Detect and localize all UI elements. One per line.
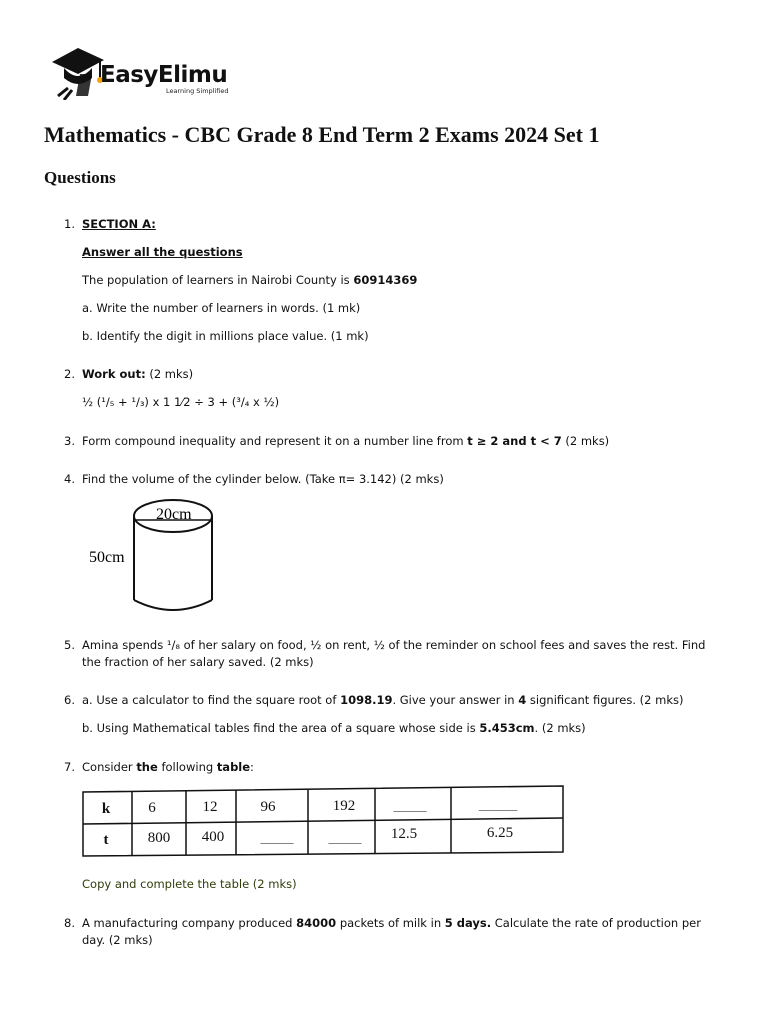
- instruction: Answer all the questions: [82, 245, 243, 259]
- diameter-label: 20cm: [156, 506, 192, 523]
- height-label: 50cm: [89, 549, 125, 566]
- table-cell: t: [103, 832, 109, 848]
- k-t-table: [82, 784, 566, 860]
- brand-name: EasyElimu: [100, 62, 228, 88]
- table-cell: ______: [393, 801, 427, 813]
- question-7: 7. Consider the following table:: [64, 760, 254, 774]
- q1-intro: The population of learners in Nairobi County is 60914369: [82, 273, 418, 287]
- question-1: [64, 216, 732, 233]
- table-cell: 6.25: [486, 825, 514, 841]
- question-number: 1.: [64, 217, 75, 231]
- brand-tagline: Learning Simplified: [166, 87, 229, 95]
- table-cell: 400: [201, 829, 225, 845]
- section-label: SECTION A:: [82, 217, 156, 231]
- q7-instruction: Copy and complete the table (2 mks): [82, 877, 297, 891]
- table-cell: 6: [148, 800, 156, 816]
- page-title: Mathematics - CBC Grade 8 End Term 2 Exams 2024 Set 1: [44, 122, 600, 147]
- q1-part-b: b. Identify the digit in millions place value. (1 mk): [82, 329, 369, 343]
- question-4: 4. Find the volume of the cylinder below. (Take π= 3.142) (2 mks): [64, 472, 444, 486]
- table-cell: 12.5: [390, 826, 418, 842]
- table-cell: 12: [202, 799, 218, 815]
- table-cell: 192: [332, 798, 356, 814]
- graduation-cap-icon: [52, 48, 104, 100]
- question-2: 2. Work out: (2 mks): [64, 367, 194, 381]
- question-8: 8. A manufacturing company produced 84000 packets of milk in 5 days. Calculate the rate of production per day. (2 mks): [64, 916, 701, 947]
- table-cell: k: [101, 801, 111, 817]
- section-heading: Questions: [44, 168, 116, 187]
- question-3: 3. Form compound inequality and represent it on a number line from t ≥ 2 and t < 7 (2 mks): [64, 434, 610, 448]
- cylinder-figure: [84, 496, 234, 616]
- q2-expression: ½ (¹/₅ + ¹/₃) x 1 1⁄2 ÷ 3 + (³/₄ x ½): [82, 395, 280, 409]
- question-5: 5. Amina spends ¹/₈ of her salary on food, ½ on rent, ½ of the reminder on school fees and saves the rest. Find the fraction of her salary saved. (2 mks): [64, 638, 706, 669]
- table-cell: 96: [260, 799, 276, 815]
- question-6: 6. a. Use a calculator to find the square root of 1098.19. Give your answer in 4 significant figures. (2 mks): [64, 693, 684, 707]
- table-cell: _______: [478, 800, 518, 812]
- table-cell: ______: [328, 833, 362, 845]
- table-cell: ______: [260, 833, 294, 845]
- q6-part-b: b. Using Mathematical tables find the area of a square whose side is 5.453cm. (2 mks): [82, 721, 586, 735]
- q1-part-a: a. Write the number of learners in words. (1 mk): [82, 301, 361, 315]
- table-cell: 800: [147, 830, 171, 846]
